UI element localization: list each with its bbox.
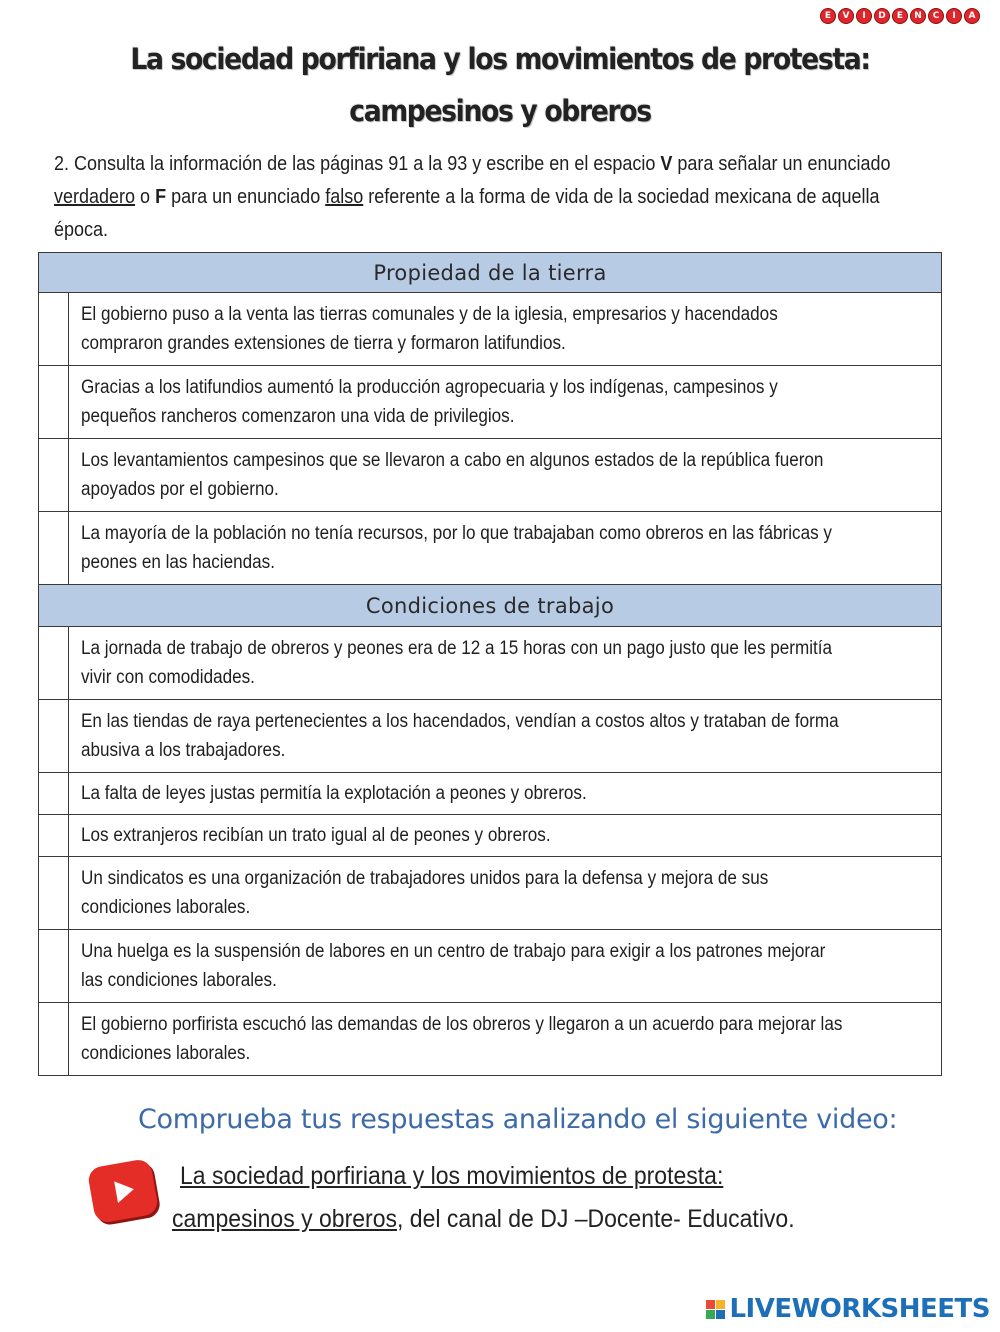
statement-row — [39, 857, 942, 930]
statement-text: Un sindicatos es una organización de trabajadores unidos para la defensa y mejora de sus condiciones laborales. — [81, 868, 769, 918]
answer-input[interactable] — [39, 879, 68, 907]
answer-input[interactable] — [39, 461, 68, 489]
answer-input[interactable] — [39, 722, 68, 750]
answer-cell[interactable] — [39, 627, 69, 700]
section-header-row — [39, 253, 942, 293]
statement-row — [39, 815, 942, 857]
answer-input[interactable] — [39, 780, 68, 808]
answer-input[interactable] — [39, 388, 68, 416]
statement-text: La jornada de trabajo de obreros y peones era de 12 a 15 horas con un pago justo que les permitía vivir con comodidades. — [81, 638, 833, 688]
youtube-play-icon[interactable] — [87, 1158, 160, 1224]
badge-letter: C — [928, 8, 944, 24]
answer-cell[interactable] — [39, 512, 69, 585]
statement-cell — [69, 1003, 942, 1076]
true-false-table — [38, 252, 942, 1076]
answer-input[interactable] — [39, 649, 68, 677]
instructions: 2. Consulta la información de las páginas 91 a la 93 y escribe en el espacio V para señalar un enunciado verdadero o F para un enunciado falso referente a la forma de vida de la sociedad mexicana de aquella época. — [54, 153, 891, 241]
answer-input[interactable] — [39, 534, 68, 562]
answer-input[interactable] — [39, 315, 68, 343]
badge-letter: D — [874, 8, 890, 24]
badge-letter: E — [820, 8, 836, 24]
statement-cell — [69, 293, 942, 366]
liveworksheets-mark-icon — [706, 1300, 725, 1319]
statement-text: Una huelga es la suspensión de labores en un centro de trabajo para exigir a los patrones mejorar las condiciones laborales. — [81, 941, 826, 991]
badge-letter: N — [910, 8, 926, 24]
statement-row — [39, 930, 942, 1003]
answer-cell[interactable] — [39, 857, 69, 930]
page-title-line-2: campesinos y obreros — [349, 94, 651, 128]
statement-text: La mayoría de la población no tenía recursos, por lo que trabajaban como obreros en las fábricas y peones en las haciendas. — [81, 523, 832, 573]
statement-cell — [69, 700, 942, 773]
answer-input[interactable] — [39, 822, 68, 850]
answer-cell[interactable] — [39, 1003, 69, 1076]
page-title-line-1: La sociedad porfiriana y los movimientos de protesta: — [130, 42, 870, 76]
video-link-line-2[interactable]: campesinos y obreros, del canal de DJ –Docente- Educativo. — [172, 1205, 795, 1233]
statement-cell — [69, 366, 942, 439]
video-link-line-1[interactable]: La sociedad porfiriana y los movimientos de protesta: — [180, 1162, 724, 1190]
section-heading: Propiedad de la tierra — [39, 253, 942, 293]
statement-cell — [69, 773, 942, 815]
badge-letter: I — [946, 8, 962, 24]
statement-row — [39, 293, 942, 366]
statement-text: Gracias a los latifundios aumentó la producción agropecuaria y los indígenas, campesinos y pequeños rancheros comenzaron una vida de privilegios. — [81, 377, 778, 427]
answer-cell[interactable] — [39, 930, 69, 1003]
statement-text: Los extranjeros recibían un trato igual al de peones y obreros. — [81, 825, 551, 846]
statement-row — [39, 439, 942, 512]
evidencia-badge — [820, 8, 980, 24]
answer-input[interactable] — [39, 1025, 68, 1053]
answer-cell[interactable] — [39, 700, 69, 773]
statement-cell — [69, 857, 942, 930]
statement-text: El gobierno porfirista escuchó las demandas de los obreros y llegaron a un acuerdo para mejorar las condiciones laborales. — [81, 1014, 843, 1064]
statement-text: Los levantamientos campesinos que se llevaron a cabo en algunos estados de la república fueron apoyados por el gobierno. — [81, 450, 824, 500]
badge-letter: A — [964, 8, 980, 24]
statement-cell — [69, 627, 942, 700]
statement-cell — [69, 512, 942, 585]
statement-row — [39, 773, 942, 815]
badge-letter: V — [838, 8, 854, 24]
answer-cell[interactable] — [39, 366, 69, 439]
badge-letter: I — [856, 8, 872, 24]
answer-cell[interactable] — [39, 815, 69, 857]
answer-cell[interactable] — [39, 773, 69, 815]
statement-text: En las tiendas de raya pertenecientes a los hacendados, vendían a costos altos y trataban de forma abusiva a los trabajadores. — [81, 711, 839, 761]
badge-letter: E — [892, 8, 908, 24]
footer-brand: LIVEWORKSHEETS — [729, 1294, 990, 1324]
section-heading: Condiciones de trabajo — [39, 585, 942, 627]
statement-text: El gobierno puso a la venta las tierras comunales y de la iglesia, empresarios y hacendados compraron grandes extensiones de tierra y formaron latifundios. — [81, 304, 778, 354]
section-header-row — [39, 585, 942, 627]
answer-cell[interactable] — [39, 439, 69, 512]
answer-cell[interactable] — [39, 293, 69, 366]
statement-cell — [69, 815, 942, 857]
answer-input[interactable] — [39, 952, 68, 980]
statement-cell — [69, 439, 942, 512]
statement-row — [39, 627, 942, 700]
statement-row — [39, 512, 942, 585]
statement-row — [39, 366, 942, 439]
check-answers-text: Comprueba tus respuestas analizando el siguiente video: — [138, 1104, 898, 1135]
liveworksheets-logo[interactable] — [706, 1294, 990, 1324]
statement-cell — [69, 930, 942, 1003]
statement-row — [39, 1003, 942, 1076]
statement-row — [39, 700, 942, 773]
statement-text: La falta de leyes justas permitía la explotación a peones y obreros. — [81, 783, 587, 804]
